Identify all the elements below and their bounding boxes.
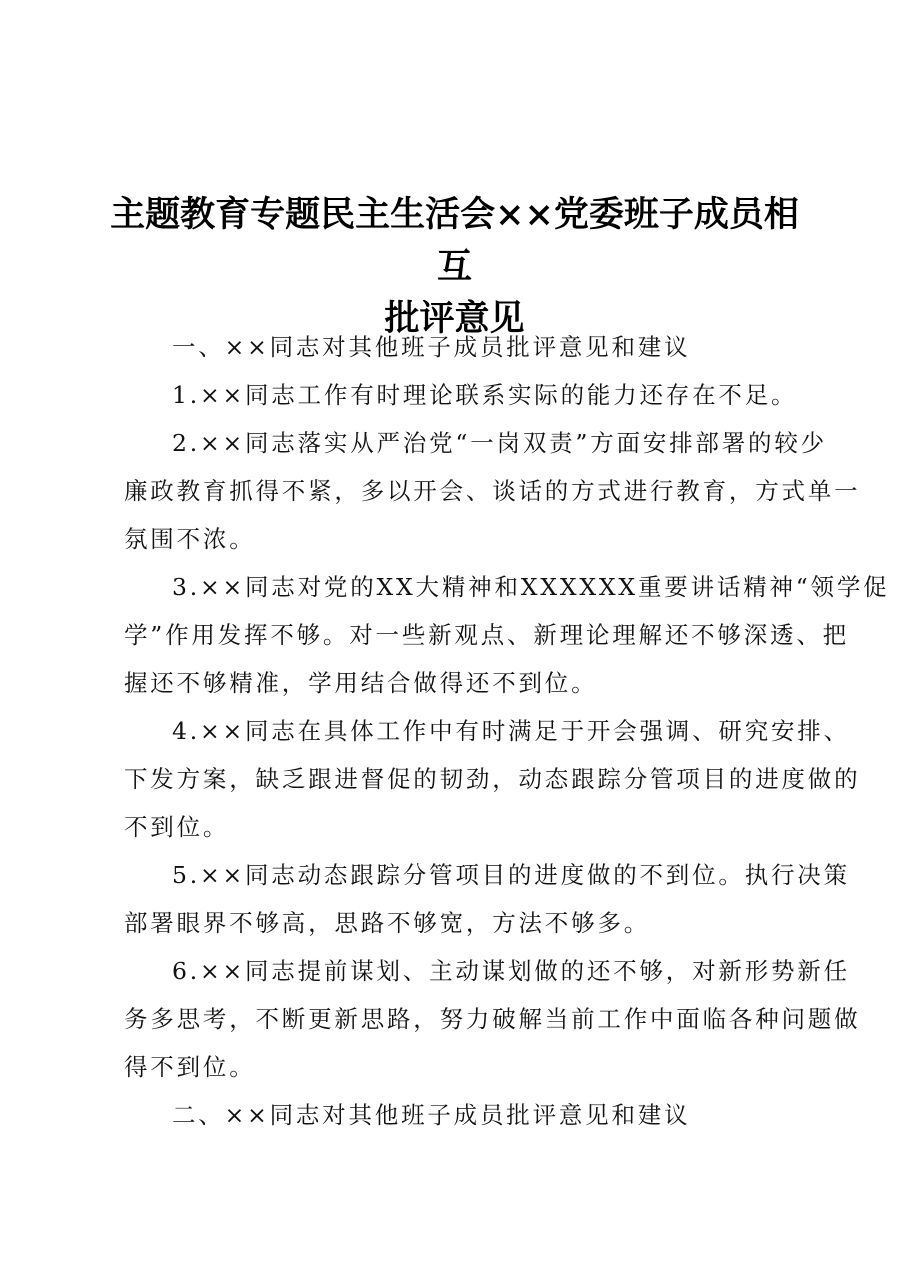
item-1-line-1: 1.××同志工作有时理论联系实际的能力还存在不足。: [172, 381, 798, 409]
item-2-line-1: 2.××同志落实从严治党“一岗双责”方面安排部署的较少: [172, 429, 827, 457]
item-4-line-1: 4.××同志在具体工作中有时满足于开会强调、研究安排、: [172, 717, 850, 745]
section-heading-1: 一、××同志对其他班子成员批评意见和建议: [172, 333, 691, 361]
document-title: [100, 189, 809, 345]
item-2-line-2: 廉政教育抓得不紧，多以开会、谈话的方式进行教育，方式单一: [124, 477, 861, 505]
item-3-line-3: 握还不够精准，学用结合做得还不到位。: [124, 669, 598, 697]
item-6-line-2: 务多思考，不断更新思路，努力破解当前工作中面临各种问题做: [124, 1005, 861, 1033]
item-3-line-2: 学”作用发挥不够。对一些新观点、新理论理解还不够深透、把: [124, 621, 849, 649]
item-6-line-3: 得不到位。: [124, 1053, 256, 1081]
item-5-line-2: 部署眼界不够高，思路不够宽，方法不够多。: [124, 909, 650, 937]
item-6-line-1: 6.××同志提前谋划、主动谋划做的还不够，对新形势新任: [172, 957, 850, 985]
item-2-line-3: 氛围不浓。: [124, 525, 256, 553]
item-4-line-2: 下发方案，缺乏跟进督促的韧劲，动态跟踪分管项目的进度做的: [124, 765, 861, 793]
title-line-1: 主题教育专题民主生活会××党委班子成员相互: [110, 194, 799, 287]
section-heading-2: 二、××同志对其他班子成员批评意见和建议: [172, 1101, 691, 1129]
title-line-2: 批评意见: [384, 298, 525, 339]
item-4-line-3: 不到位。: [124, 813, 230, 841]
item-3-line-1: 3.××同志对党的XX大精神和XXXXXX重要讲话精神“领学促: [172, 573, 890, 601]
item-5-line-1: 5.××同志动态跟踪分管项目的进度做的不到位。执行决策: [172, 861, 850, 889]
